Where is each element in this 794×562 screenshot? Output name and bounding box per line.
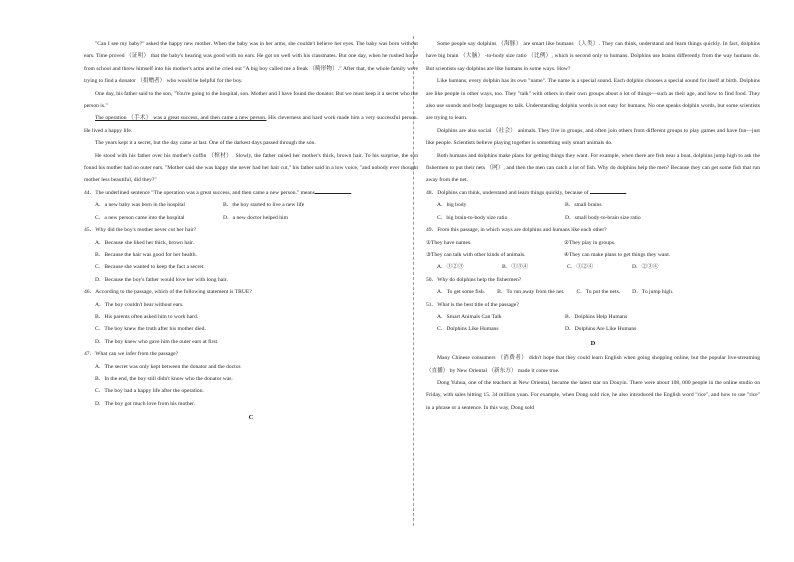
option-a: A．Smart Animals Can Talk xyxy=(437,313,502,320)
statement-3: ③They can talk with other kinds of animals. xyxy=(426,251,526,258)
option-b: B．①③④ xyxy=(502,264,529,271)
option-b: B．His parents often asked him to work hard. xyxy=(95,313,199,320)
answer-blank xyxy=(590,187,626,194)
passage-b-paragraph-3: The operation （手术） was a great success, and then came a new person. His cleverness and hard work made him a very successful person. He lived a happy life. xyxy=(84,115,418,134)
question-49-statements xyxy=(426,249,760,261)
option-a: A．Because she liked her thick, brown hair. xyxy=(95,239,195,246)
passage-d-paragraph-2: Dong Yuhua, one of the teachers at New Oriental, became the latest star on Douyin. There were about 108, 000 people in the online studio on Friday, with sales hitting 15. 34 million yuan. For example, when Dong sold rice, he also introduced the English word "rice", and how to use "rice" in a phrase or a sentence. In this way, Dong sold xyxy=(426,379,760,411)
passage-b-paragraph-4: The years kept it a secret, but the day came at last. One of the darkest days passed through the son. xyxy=(95,140,316,147)
question-45: 45．Why did the boy's mother never cut her hair? xyxy=(84,227,197,234)
option-c: C．①②④ xyxy=(567,264,594,271)
option-a: A．①②③ xyxy=(437,264,464,271)
section-c-heading: C xyxy=(248,414,254,422)
option-c: C．a new person came into the hospital xyxy=(95,214,185,221)
option-b: B．the boy started to live a new life xyxy=(223,202,305,209)
passage-b-paragraph-2: One day, his father said to the son, "You're going to the hospital, son. Mother and I have found the donator. But we must keep it a secret who the person is." xyxy=(84,90,419,110)
option-d: D．②③④ xyxy=(632,264,659,271)
left-column xyxy=(84,38,418,427)
right-column xyxy=(426,38,760,414)
option-d: D．To jump high. xyxy=(632,289,674,296)
option-d: D．The boy knew who gave him the outer ears at first. xyxy=(95,338,219,345)
option-d: D．small body-to-brain size ratio xyxy=(565,214,641,221)
passage-c-paragraph-4: Both humans and dolphins make plans for getting things they want. For example, when there are fish near a boat, dolphins jump high to ask the fishermen to put their nets （网）, and then the men can catch a lot of fish. Why do dolphins help the men? Because they can get some fish that run away from the net. xyxy=(426,152,760,184)
passage-c-paragraph-2: Like humans, every dolphin has its own "name". The name is a special sound. Each dolphin chooses a special sound for itself at birth. Dolphins are like people in other ways, too. They "talk" with others in their own groups about a lot of things—such as their age, and how to find food. They also use sounds and body languages to talk. Understanding dolphin words is not easy for humans. No one speaks dolphin words, but some scientists are trying to learn. xyxy=(426,78,760,122)
option-d: D．Dolphins Are Like Humans xyxy=(565,326,637,333)
passage-b-paragraph-1: "Can I see my baby?" asked the happy new mother. When the baby was in her arms, she couldn't believe her eyes. The baby was born without ears. Time proved （证明） that the baby's hearing was good with no ears. He got on well with his classmates. But one day, when he rushed home from school and threw himself into his mother's arms and he cried out "A big boy called me a freak （畸形物）." After that, the whole family were trying to find a donator （捐赠者） who would be helpful for the boy. xyxy=(84,41,418,85)
option-c: C．Because she wanted to keep the fact a secret. xyxy=(95,264,205,271)
question-50-options xyxy=(437,286,760,298)
option-d: D．Because the boy's father would love her with long hair. xyxy=(95,276,228,283)
question-44-options xyxy=(95,212,418,224)
option-b: B．Because the hair was good for her health. xyxy=(95,251,197,258)
passage-d-paragraph-1: Many Chinese consumers （消费者） didn't hope that they could learn English when going shopping online, but the popular live-streaming （直播） by New Oriental （新东方） made it come true. xyxy=(426,355,760,374)
option-a: A．To get some fish. xyxy=(437,289,486,296)
question-50: 50．Why do dolphins help the fishermen? xyxy=(426,276,522,283)
option-a: A．The secret was only kept between the donator and the doctor. xyxy=(95,363,242,370)
option-d: D．a new doctor helped him xyxy=(223,214,288,221)
option-a: A．a new baby was born in the hospital xyxy=(95,202,185,209)
question-48-options xyxy=(437,199,760,211)
option-c: C．To put the nets. xyxy=(576,289,621,296)
question-51-options xyxy=(437,323,760,335)
option-d: D．The boy got much love from his mother. xyxy=(95,400,196,407)
question-49-statements xyxy=(426,237,760,249)
answer-blank xyxy=(315,187,351,194)
question-48: 48．Dolphins can think, understand and learn things quickly, because of . xyxy=(426,187,760,199)
option-c: C．The boy had a happy life after the operation. xyxy=(95,388,204,395)
option-a: A．big body xyxy=(437,202,467,209)
question-48-options xyxy=(437,212,760,224)
question-44: 44．The underlined sentence "The operation was a great success, and then came a new person." means . xyxy=(84,187,418,199)
question-49-options xyxy=(437,261,760,273)
option-a: A．The boy couldn't hear without ears. xyxy=(95,301,184,308)
option-c: C．Dolphins Like Humans xyxy=(437,326,499,333)
passage-c-paragraph-3: Dolphins are also social （社会） animals. They live in groups, and often join others from different groups to play games and have fun—just like people. Scientists believe playing together is something only smart animals do. xyxy=(426,127,760,147)
option-c: C．big brain-to-body size ratio xyxy=(437,214,508,221)
statement-2: ②They play in groups. xyxy=(564,239,616,246)
passage-b-paragraph-5: He stood with his father over his mother's coffin （棺材）. Slowly, the father raised her mother's thick, brown hair. To his surprise, the son found his mother had no outer ears. "Mother said she was happy she never had her hair cut," his father said in a low voice, "and nobody ever thought mother less beautiful, did they?" xyxy=(84,152,418,184)
underlined-sentence: The operation （手术） was a great success, and then came a new person. xyxy=(95,115,267,122)
question-51: 51．What is the best title of the passage? xyxy=(426,301,519,308)
statement-1: ①They have names. xyxy=(426,239,472,246)
question-51-options xyxy=(437,311,760,323)
option-b: B．To run away from the net. xyxy=(497,289,565,296)
option-b: B．Dolphins Help Humans xyxy=(565,313,628,320)
question-44-options xyxy=(95,199,418,211)
passage-c-paragraph-1: Some people say dolphins （海豚） are smart like humans （人类）. They can think, understand and learn things quickly. In fact, dolphins have big brain （大脑） -to-body size ratio （比例）, which is second only to humans. Dolphins use brains differently from the way humans do. But scientists say dolphins are like humans in some ways. How? xyxy=(426,41,760,72)
section-d-heading: D xyxy=(590,339,596,347)
question-46: 46．According to the passage, which of the following statement is TRUE? xyxy=(84,289,252,296)
question-49: 49．From this passage, in which ways are dolphins and humans like each other? xyxy=(426,227,607,234)
option-b: B．small brains xyxy=(565,202,602,209)
question-47: 47．What can we infer from the passage? xyxy=(84,351,179,358)
option-b: B．In the end, the boy still didn't know who the donator was. xyxy=(95,375,233,382)
option-c: C．The boy knew the truth after his mother died. xyxy=(95,326,206,333)
statement-4: ④They can make plans to get things they want. xyxy=(564,251,671,258)
